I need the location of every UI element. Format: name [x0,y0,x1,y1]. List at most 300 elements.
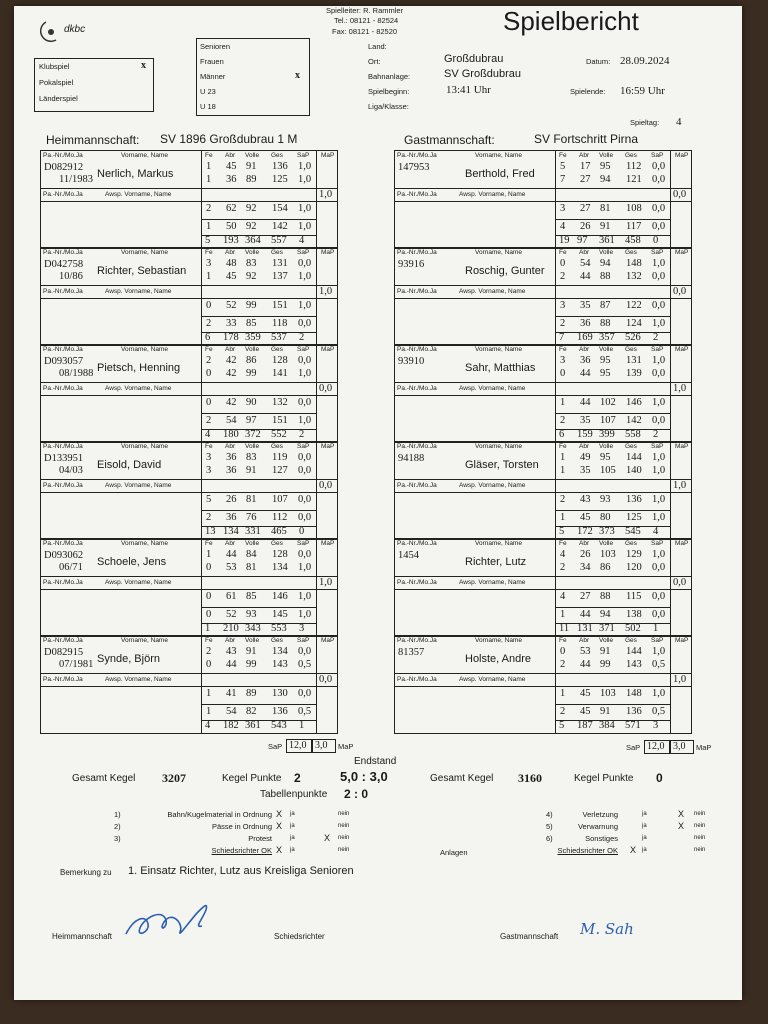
total-value: 361 [245,720,261,731]
throw-value: 131 [272,258,288,269]
total-value: 357 [599,332,615,343]
fe-label: Fe [559,443,567,450]
throw-value: 107 [600,415,616,426]
page-title: Spielbericht [503,6,639,36]
awsp-label: Awsp. Vorname, Name [459,191,526,198]
guest-sap-sum: 12,0 [647,741,665,752]
throw-value: 90 [246,397,257,408]
throw-value: 117 [626,221,642,232]
throw-value: 127 [272,465,288,476]
ges-label: Ges [625,152,637,159]
col-divider [316,442,317,539]
pass-number: D093057 [44,356,84,367]
birth-date: 07/1981 [59,659,94,670]
total-value: 465 [271,526,287,537]
check-number: 6) [546,834,553,843]
fe-label: Fe [205,346,213,353]
tel: Tel.: 08121 - 82524 [334,16,399,25]
ort-label: Ort: [368,57,381,66]
row-divider [41,298,337,299]
abr-label: Abr [225,443,236,450]
throw-value: 118 [272,318,288,329]
throw-value: 35 [580,300,591,311]
throw-value: 91 [246,465,257,476]
throw-value: 1,0 [298,609,312,620]
throw-value: 43 [580,494,591,505]
throw-value: 2 [560,562,566,573]
total-value: 373 [599,526,615,537]
ges-label: Ges [625,346,637,353]
total-value: 11 [559,623,570,634]
total-value: 159 [577,429,593,440]
throw-value: 0,0 [298,397,312,408]
throw-value: 91 [600,706,611,717]
throw-value: 92 [246,271,257,282]
throw-value: 2 [206,415,212,426]
throw-value: 3 [560,300,566,311]
pass-number: 147953 [398,162,430,173]
row-divider [41,395,337,396]
throw-value: 85 [246,318,257,329]
throw-value: 2 [560,271,566,282]
col-divider [555,636,556,733]
total-value: 371 [599,623,615,634]
player-block [40,150,338,249]
awsp-label: Awsp. Vorname, Name [105,482,172,489]
player-block [40,344,338,443]
throw-value: 121 [626,174,642,185]
total-value: 372 [245,429,261,440]
throw-value: 154 [272,203,288,214]
throw-value: 26 [580,549,591,560]
throw-value: 82 [246,706,257,717]
pass-number: D082912 [44,162,84,173]
check-nein: nein [338,835,350,841]
throw-value: 2 [206,203,212,214]
throw-value: 48 [226,258,237,269]
throw-value: 99 [246,368,257,379]
throw-value: 94 [600,258,611,269]
throw-value: 102 [600,397,616,408]
awsp-label: Awsp. Vorname, Name [105,385,172,392]
throw-value: 0 [560,646,566,657]
match-type-label: Länderspiel [39,94,78,103]
total-value: 0 [299,526,305,537]
throw-value: 91 [600,221,611,232]
total-value: 13 [205,526,216,537]
throw-value: 0 [206,591,212,602]
check-label: Schiedsrichter OK [557,846,618,855]
remark-label: Bemerkung zu [60,868,112,877]
sap-label: SaP [297,637,310,644]
throw-value: 142 [272,221,288,232]
throw-value: 99 [246,659,257,670]
fe-label: Fe [559,346,567,353]
player-block [394,247,692,346]
check-number: 1) [114,810,121,819]
birth-date: 11/1983 [59,174,94,185]
throw-value: 2 [206,318,212,329]
throw-value: 1,0 [298,221,312,232]
map-label: MaP [675,443,689,450]
throw-value: 115 [626,591,642,602]
throw-value: 144 [626,452,642,463]
pass-number: D042758 [44,259,84,270]
category-box [196,38,310,116]
throw-value: 93 [246,609,257,620]
map-label: MaP [675,152,689,159]
throw-value: 124 [626,318,642,329]
throw-value: 0,0 [652,609,666,620]
throw-value: 33 [226,318,237,329]
total-value: 131 [577,623,593,634]
total-value: 210 [223,623,239,634]
throw-value: 128 [272,355,288,366]
row-divider [395,576,691,577]
throw-value: 36 [226,452,237,463]
row-divider [555,219,671,220]
map-value: 1,0 [319,189,333,200]
throw-value: 1 [560,688,566,699]
abr-label: Abr [225,637,236,644]
pass-label: Pa.-Nr./Mo.Ja [397,249,437,256]
col-divider [201,636,202,733]
map-label: MaP [675,249,689,256]
throw-value: 2 [560,415,566,426]
volle-label: Volle [599,443,614,450]
throw-value: 2 [560,659,566,670]
throw-value: 140 [626,465,642,476]
sap-label: SaP [297,443,310,450]
birth-date: 08/1988 [59,368,94,379]
throw-value: 52 [226,609,237,620]
throw-value: 83 [246,452,257,463]
throw-value: 1 [206,549,212,560]
volle-label: Volle [245,443,260,450]
guest-map-sum-box [670,740,694,754]
volle-label: Volle [599,540,614,547]
throw-value: 44 [580,397,591,408]
pass-label: Pa.-Nr./Mo.Ja [397,540,437,547]
throw-value: 99 [600,659,611,670]
throw-value: 0,5 [298,659,312,670]
total-value: 178 [223,332,239,343]
throw-value: 0,5 [652,659,666,670]
row-divider [395,382,691,383]
check-ja: ja [642,835,647,841]
total-value: 19 [559,235,570,246]
total-value: 1 [205,623,211,634]
guest-kegel-label: Gesamt Kegel [430,773,494,784]
total-value: 4 [205,720,211,731]
throw-value: 54 [226,706,237,717]
throw-value: 36 [226,174,237,185]
check-ja: ja [642,847,647,853]
check-nein: nein [338,823,350,829]
abr-label: Abr [579,443,590,450]
throw-value: 81 [246,494,257,505]
throw-value: 52 [226,300,237,311]
throw-value: 34 [580,562,591,573]
volle-label: Volle [599,637,614,644]
total-value: 169 [577,332,593,343]
throw-value: 53 [226,562,237,573]
throw-value: 146 [626,397,642,408]
throw-value: 122 [626,300,642,311]
vorname-label: Vorname, Name [475,346,522,353]
map-value: 1,0 [319,577,333,588]
player-name: Richter, Sebastian [97,265,187,277]
volle-label: Volle [599,152,614,159]
bahn-label: Bahnanlage: [368,72,411,81]
vorname-label: Vorname, Name [121,443,168,450]
sap-label: SaP [651,346,664,353]
throw-value: 1,0 [652,494,666,505]
throw-value: 0,0 [652,591,666,602]
player-name: Berthold, Fred [465,168,535,180]
throw-value: 26 [580,221,591,232]
fe-label: Fe [559,152,567,159]
total-value: 543 [271,720,287,731]
awsp-label: Awsp. Vorname, Name [459,676,526,683]
throw-value: 1,0 [298,415,312,426]
total-value: 384 [599,720,615,731]
total-value: 545 [625,526,641,537]
category-label: U 23 [200,87,216,96]
throw-value: 136 [626,706,642,717]
guest-map-sum: 3,0 [673,741,686,752]
row-divider [41,492,337,493]
throw-value: 0,0 [652,203,666,214]
map-value: 0,0 [319,383,333,394]
total-value: 4 [299,235,305,246]
home-sap-sum: 12,0 [289,740,307,751]
check-nein: nein [694,811,706,817]
throw-value: 134 [272,562,288,573]
awsp-label: Awsp. Vorname, Name [105,191,172,198]
throw-value: 0 [560,368,566,379]
throw-value: 36 [226,465,237,476]
total-value: 7 [559,332,565,343]
col-divider [555,151,556,248]
check-nein: nein [694,847,706,853]
throw-value: 0,0 [652,368,666,379]
sap-label: SaP [651,637,664,644]
player-name: Roschig, Gunter [465,265,545,277]
check-no-mark: X [678,809,685,819]
throw-value: 128 [272,549,288,560]
player-block [40,538,338,637]
abr-label: Abr [225,540,236,547]
col-divider [670,636,671,733]
total-value: 571 [625,720,641,731]
check-label: Pässe in Ordnung [211,822,272,831]
endstand-label: Endstand [354,756,397,767]
ges-label: Ges [625,540,637,547]
ende-value: 16:59 Uhr [620,85,665,97]
awsp-label: Awsp. Vorname, Name [459,579,526,586]
total-value: 557 [271,235,287,246]
fe-label: Fe [205,443,213,450]
row-divider [41,479,337,480]
beginn-label: Spielbeginn: [368,87,410,96]
row-divider [201,607,317,608]
throw-value: 1,0 [652,258,666,269]
match-type-label: Klubspiel [39,62,70,71]
throw-value: 136 [272,706,288,717]
category-label: Männer [200,72,226,81]
throw-value: 1,0 [652,512,666,523]
map-label: MaP [321,249,335,256]
awsp-label: Awsp. Vorname, Name [459,385,526,392]
throw-value: 0,0 [298,512,312,523]
col-divider [555,248,556,345]
throw-value: 1 [560,397,566,408]
pass-label: Pa.-Nr./Mo.Ja [43,637,83,644]
throw-value: 92 [246,203,257,214]
throw-value: 43 [226,646,237,657]
col-divider [201,345,202,442]
total-value: 193 [223,235,239,246]
col-divider [201,539,202,636]
player-name: Holste, Andre [465,653,532,665]
check-ja: ja [290,847,295,853]
row-divider [395,673,691,674]
throw-value: 143 [626,659,642,670]
row-divider [201,219,317,220]
col-divider [670,442,671,539]
player-block [394,538,692,637]
total-value: 526 [625,332,641,343]
throw-value: 3 [206,465,212,476]
total-value: 502 [625,623,641,634]
map-value: 1,0 [319,286,333,297]
check-nein: nein [338,811,350,817]
guest-map-sum-label: MaP [696,743,712,752]
guest-sap-sum-box [644,740,670,754]
throw-value: 2 [206,355,212,366]
throw-value: 129 [626,549,642,560]
throw-value: 148 [626,258,642,269]
throw-value: 1 [206,706,212,717]
throw-value: 44 [580,659,591,670]
throw-value: 95 [600,452,611,463]
sap-label: SaP [297,346,310,353]
fe-label: Fe [205,637,213,644]
category-label: Senioren [200,42,231,51]
player-name: Synde, Björn [97,653,160,665]
row-divider [395,298,691,299]
throw-value: 145 [272,609,288,620]
row-divider [41,589,337,590]
throw-value: 87 [600,300,611,311]
throw-value: 134 [272,646,288,657]
row-divider [395,201,691,202]
abr-label: Abr [579,249,590,256]
throw-value: 61 [226,591,237,602]
throw-value: 95 [600,368,611,379]
throw-value: 146 [272,591,288,602]
player-block [394,441,692,540]
category-label: U 18 [200,102,216,111]
pass-label: Pa.-Nr./Mo.Ja [397,191,437,198]
fe-label: Fe [559,637,567,644]
pass-label: Pa.-Nr./Mo.Ja [43,152,83,159]
throw-value: 2 [560,318,566,329]
pass-number: 93910 [398,356,425,367]
endstand-score: 5,0 : 3,0 [340,769,388,784]
throw-value: 139 [626,368,642,379]
throw-value: 0 [206,609,212,620]
land-label: Land: [368,42,387,51]
row-divider [395,479,691,480]
throw-value: 1,0 [298,161,312,172]
throw-value: 0,0 [652,562,666,573]
col-divider [201,442,202,539]
throw-value: 93 [600,494,611,505]
total-value: 364 [245,235,261,246]
throw-value: 112 [626,161,642,172]
throw-value: 0,5 [298,706,312,717]
throw-value: 1,0 [652,688,666,699]
throw-value: 138 [626,609,642,620]
throw-value: 99 [246,300,257,311]
throw-value: 45 [226,161,237,172]
map-value: 0,0 [319,480,333,491]
pass-label: Pa.-Nr./Mo.Ja [43,540,83,547]
throw-value: 88 [600,318,611,329]
row-divider [395,395,691,396]
bahn-value: SV Großdubrau [444,68,522,80]
total-value: 537 [271,332,287,343]
col-divider [555,442,556,539]
abr-label: Abr [579,346,590,353]
throw-value: 0,0 [652,174,666,185]
row-divider [201,413,317,414]
pass-label: Pa.-Nr./Mo.Ja [397,579,437,586]
throw-value: 44 [226,549,237,560]
home-kegel-label: Gesamt Kegel [72,773,136,784]
check-label: Bahn/Kugelmaterial in Ordnung [167,810,272,819]
throw-value: 137 [272,271,288,282]
throw-value: 0 [206,368,212,379]
spieltag-label: Spieltag: [630,118,660,127]
throw-value: 1,0 [298,174,312,185]
throw-value: 91 [600,646,611,657]
liga-label: Liga/Klasse: [368,102,409,111]
abr-label: Abr [225,249,236,256]
throw-value: 0 [206,562,212,573]
throw-value: 1 [206,221,212,232]
throw-value: 0,0 [298,494,312,505]
pass-label: Pa.-Nr./Mo.Ja [43,191,83,198]
throw-value: 1 [206,688,212,699]
player-name: Richter, Lutz [465,556,527,568]
check-ja: ja [290,835,295,841]
throw-value: 1,0 [298,271,312,282]
throw-value: 4 [560,221,566,232]
check-ja: ja [290,823,295,829]
tabellenpunkte-value: 2 : 0 [344,787,369,801]
row-divider [555,704,671,705]
throw-value: 0,0 [298,318,312,329]
total-value: 0 [653,235,659,246]
throw-value: 44 [580,609,591,620]
volle-label: Volle [245,540,260,547]
throw-value: 0,0 [298,355,312,366]
throw-value: 36 [580,355,591,366]
col-divider [316,539,317,636]
